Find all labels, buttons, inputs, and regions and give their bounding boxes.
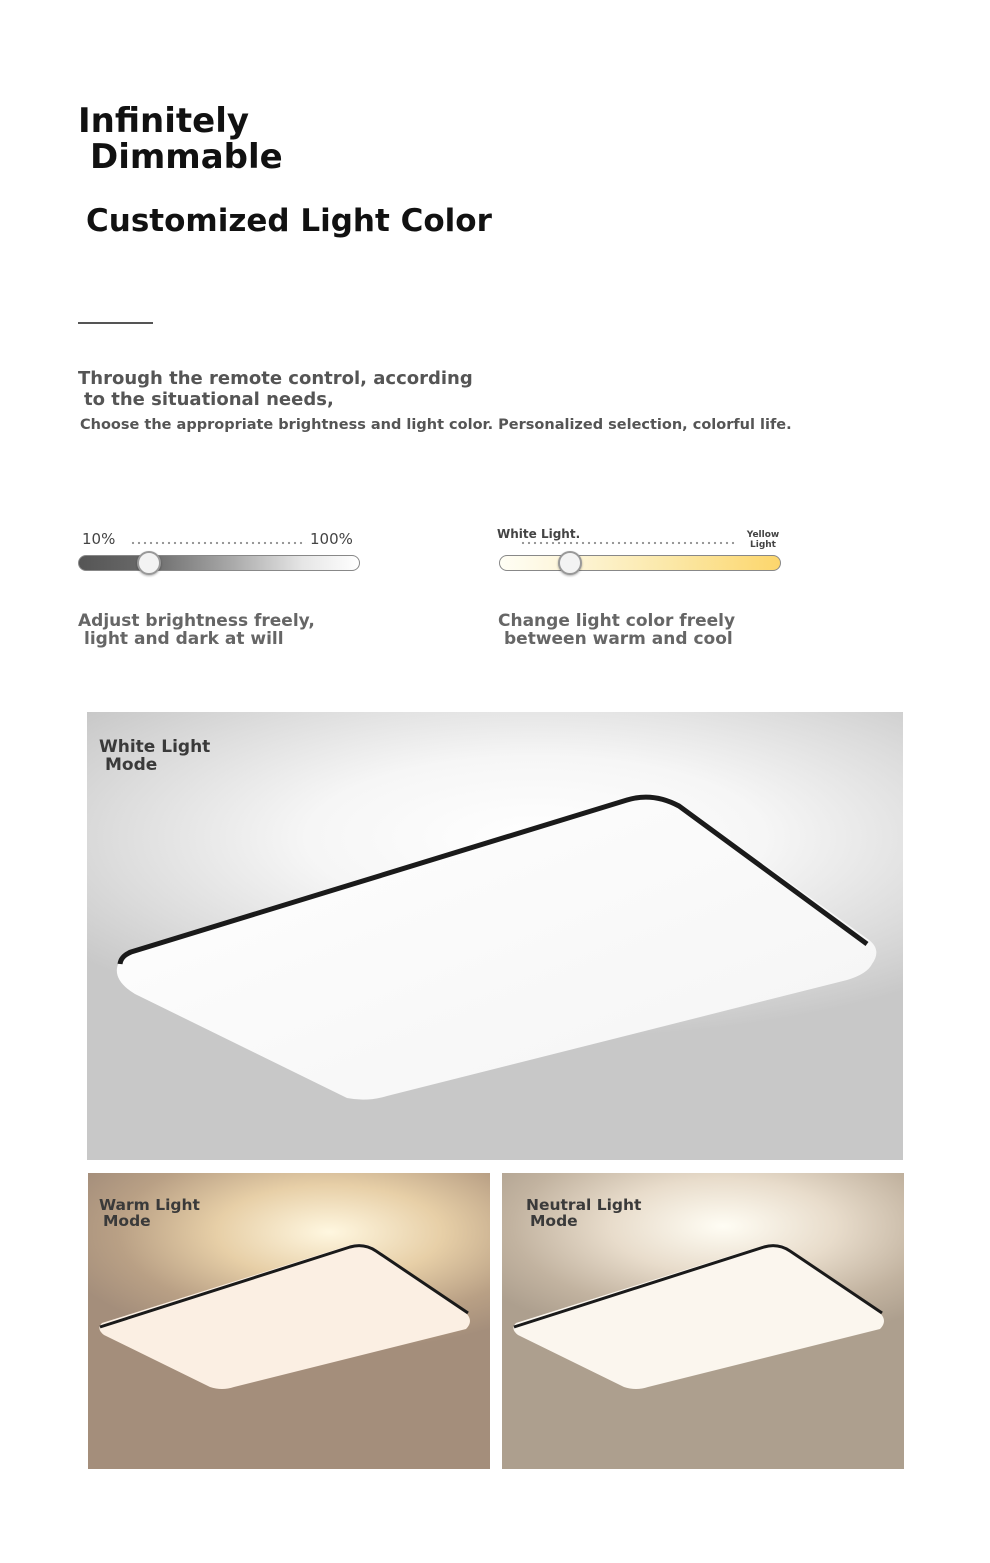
brightness-max-label: 100% [310, 530, 353, 548]
neutral-mode-label-line2: Mode [530, 1212, 578, 1230]
color-slider-handle[interactable] [558, 551, 582, 575]
brightness-slider-track[interactable] [78, 555, 360, 571]
warm-mode-label-line2: Mode [103, 1212, 151, 1230]
brightness-caption-line2: light and dark at will [84, 629, 284, 649]
white-mode-label-line1: White Light [99, 737, 211, 757]
page-title-line2: Dimmable [90, 137, 283, 177]
yellow-light-label [742, 530, 784, 550]
yellow-light-label-line1: Yellow [746, 530, 780, 540]
ceiling-lamp-image [87, 712, 903, 1160]
neutral-light-mode-photo [502, 1173, 904, 1469]
divider [78, 322, 153, 324]
brightness-caption-line1: Adjust brightness freely, [78, 611, 315, 631]
intro-line3: Choose the appropriate brightness and light color. Personalized selection, colorful life. [80, 417, 792, 433]
brightness-min-label: 10% [82, 530, 116, 548]
yellow-light-label-line2: Light [750, 540, 776, 550]
brightness-dots [130, 541, 306, 545]
white-light-mode-photo [87, 712, 903, 1160]
neutral-mode-label-line1: Neutral Light [526, 1196, 642, 1214]
color-slider-track[interactable] [499, 555, 781, 571]
white-light-label: White Light. [497, 527, 581, 541]
white-mode-label-line2: Mode [105, 755, 158, 775]
color-caption-line2: between warm and cool [504, 629, 733, 649]
intro-line1: Through the remote control, according [78, 368, 473, 389]
warm-light-mode-photo [88, 1173, 490, 1469]
brightness-slider-handle[interactable] [137, 551, 161, 575]
page-title-line1: Infinitely [78, 101, 250, 141]
page-subtitle: Customized Light Color [86, 203, 492, 239]
color-dots [520, 541, 736, 545]
intro-line2: to the situational needs, [84, 389, 334, 410]
warm-mode-label-line1: Warm Light [99, 1196, 200, 1214]
color-caption-line1: Change light color freely [498, 611, 736, 631]
